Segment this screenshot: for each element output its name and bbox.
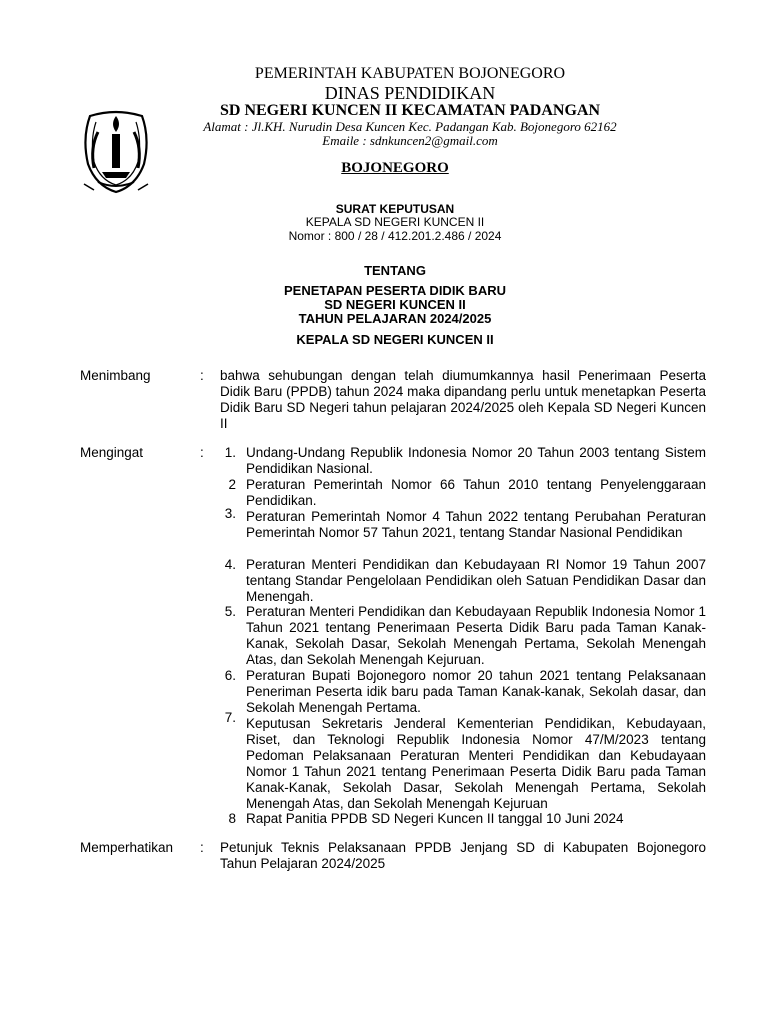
decree-number: Nomor : 800 / 28 / 412.201.2.486 / 2024: [288, 229, 502, 243]
mengingat-item-text: Keputusan Sekretaris Jenderal Kementerian Pendidikan, Kebudayaan, Riset, dan Teknologi Republik Indonesia Nomor 47/M/2023 tentang Pedoman Pelaksanaan Peraturan Menteri Pendidikan dan Kebudayaan Nomor 1 Tahun 2021 tentang Penerimaan Peserta Didik Baru pada Taman Kanak-Kanak, Sekolah Dasar, Sekolah Menengah Pertama, Sekolah Menengah Atas, dan Sekolah Menengah Kejuruan: [246, 716, 706, 811]
menimbang-colon: :: [200, 368, 204, 383]
subject-line-1: PENETAPAN PESERTA DIDIK BARU: [284, 283, 506, 298]
regency-logo: [80, 108, 152, 194]
mengingat-item-number: 4.: [224, 557, 236, 572]
mengingat-item-number: 5.: [224, 604, 236, 619]
mengingat-label: Mengingat: [80, 445, 144, 460]
memperhatikan-colon: :: [200, 840, 204, 855]
mengingat-item-text: Peraturan Menteri Pendidikan dan Kebudayaan RI Nomor 19 Tahun 2007 tentang Standar Pengelolaan Pendidikan oleh Satuan Pendidikan Dasar dan Menengah.: [246, 557, 706, 604]
memperhatikan-label: Memperhatikan: [80, 840, 174, 855]
school-header-line: SD NEGERI KUNCEN II KECAMATAN PADANGAN: [219, 102, 600, 119]
mengingat-item-text: Peraturan Bupati Bojonegoro nomor 20 tahun 2021 tentang Pelaksanaan Peneriman Peserta idik baru pada Taman Kanak-kanak, Sekolah dasar, dan Sekolah Menengah Pertama.: [246, 668, 706, 715]
decree-head-title: KEPALA SD NEGERI KUNCEN II: [296, 332, 494, 347]
mengingat-item-number: 8: [228, 811, 236, 826]
city-heading: BOJONEGORO: [341, 160, 449, 176]
menimbang-text: bahwa sehubungan dengan telah diumumkannya hasil Penerimaan Peserta Didik Baru (PPDB) tahun 2024 maka dipandang perlu untuk menetapkan Peserta Didik Baru SD Negeri tahun pelajaran 2024/2025 oleh Kepala SD Negeri Kuncen II: [220, 368, 706, 431]
mengingat-item-text: Undang-Undang Republik Indonesia Nomor 20 Tahun 2003 tentang Sistem Pendidikan Nasional.: [246, 445, 706, 476]
school-address: Alamat : Jl.KH. Nurudin Desa Kuncen Kec. Padangan Kab. Bojonegoro 62162: [203, 119, 617, 134]
memperhatikan-text: Petunjuk Teknis Pelaksanaan PPDB Jenjang SD di Kabupaten Bojonegoro Tahun Pelajaran 2024/2025: [220, 840, 706, 871]
mengingat-colon: :: [200, 445, 204, 460]
gov-header-line: PEMERINTAH KABUPATEN BOJONEGORO: [254, 65, 566, 82]
school-email: Emaile : sdnkuncen2@gmail.com: [322, 133, 498, 148]
subject-line-2: SD NEGERI KUNCEN II: [324, 297, 466, 312]
agency-header-line: DINAS PENDIDIKAN: [324, 83, 496, 103]
mengingat-item-number: 1.: [224, 445, 236, 460]
mengingat-item-text: Rapat Panitia PPDB SD Negeri Kuncen II tanggal 10 Juni 2024: [246, 811, 624, 826]
decree-issuer: KEPALA SD NEGERI KUNCEN II: [305, 215, 485, 229]
mengingat-item-number: 2: [228, 477, 236, 492]
decree-type: SURAT KEPUTUSAN: [335, 202, 455, 216]
mengingat-item-number: 6.: [224, 668, 236, 683]
mengingat-item-number: 3.: [224, 506, 236, 521]
mengingat-item-number: 7.: [224, 710, 236, 725]
menimbang-label: Menimbang: [80, 368, 151, 383]
mengingat-item-text: Peraturan Menteri Pendidikan dan Kebudayaan Republik Indonesia Nomor 1 Tahun 2021 tentang Penerimaan Peserta Didik Baru pada Taman Kanak-Kanak, Sekolah Dasar, Sekolah Menengah Pertama, Sekolah Menengah Atas, dan Sekolah Menengah Kejuruan.: [246, 604, 706, 667]
mengingat-item-text: Peraturan Pemerintah Nomor 4 Tahun 2022 tentang Perubahan Peraturan Pemerintah Nomor 57 Tahun 2021, tentang Standar Nasional Pendidikan: [246, 509, 706, 540]
subject-tentang: TENTANG: [364, 263, 426, 278]
subject-line-3: TAHUN PELAJARAN 2024/2025: [298, 311, 492, 326]
mengingat-item-text: Peraturan Pemerintah Nomor 66 Tahun 2010 tentang Penyelenggaraan Pendidikan.: [246, 477, 706, 508]
